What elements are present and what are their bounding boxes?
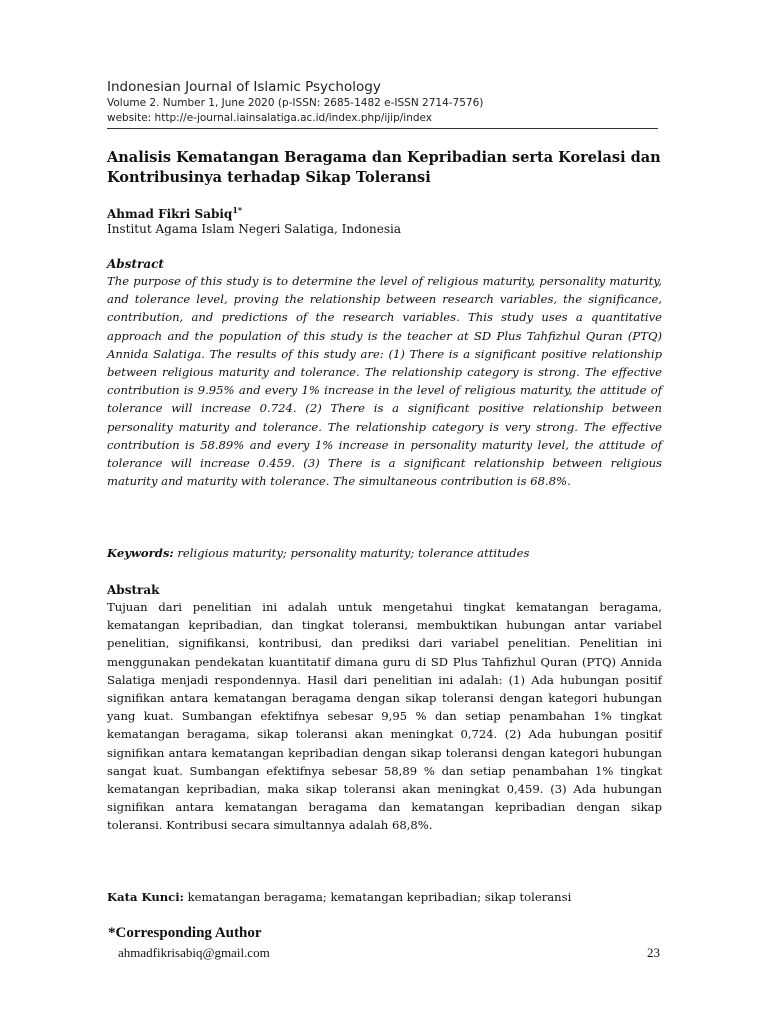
keywords-english: [107, 546, 667, 560]
article-title: Analisis Kematangan Beragama dan Kepribadian serta Korelasi dan Kontribusinya terhadap Sikap Toleransi: [107, 149, 661, 186]
author-superscript: 1*: [232, 205, 243, 215]
journal-name: Indonesian Journal of Islamic Psychology: [107, 79, 381, 95]
author-affiliation: Institut Agama Islam Negeri Salatiga, Indonesia: [107, 222, 402, 236]
kata-kunci-label: Kata Kunci:: [107, 890, 184, 904]
abstract-text: The purpose of this study is to determine the level of religious maturity, personality maturity, and tolerance level, proving the relationship between research variables, the significance, contribution, and predictions of the research variables. This study uses a quantitative approach and the population of this study is the teacher at SD Plus Tahfizhul Quran (PTQ) Annida Salatiga. The results of this study are: (1) There is a significant positive relationship between religious maturity and tolerance. The relationship category is strong. The effective contribution is 9.95% and every 1% increase in the level of religious maturity, the attitude of tolerance will increase 0.724. (2) There is a significant positive relationship between personality maturity and tolerance. The relationship category is very strong. The effective contribution is 58.89% and every 1% increase in personality maturity level, the attitude of tolerance will increase 0.459. (3) There is a significant relationship between religious maturity and maturity with tolerance. The simultaneous contribution is 68.8%.: [107, 274, 662, 489]
author-line: [107, 205, 242, 221]
corresponding-email[interactable]: ahmadfikrisabiq@gmail.com: [118, 945, 270, 960]
header-divider: [107, 128, 658, 129]
abstract-heading: Abstract: [107, 257, 164, 271]
kata-kunci-text: kematangan beragama; kematangan kepribadian; sikap toleransi: [183, 890, 572, 904]
corresponding-author-label: *Corresponding Author: [108, 925, 262, 941]
abstract-english: [107, 257, 662, 490]
keywords-label: Keywords:: [107, 546, 174, 560]
abstract-indonesian: [107, 583, 662, 835]
abstrak-heading: Abstrak: [107, 583, 160, 597]
keywords-text: religious maturity; personality maturity; tolerance attitudes: [173, 546, 530, 560]
page-number: 23: [647, 945, 660, 960]
journal-header: [107, 78, 658, 126]
abstrak-text: Tujuan dari penelitian ini adalah untuk mengetahui tingkat kematangan beragama, kematangan kepribadian, dan tingkat toleransi, membuktikan hubungan antar variabel penelitian, signifikansi, kontribusi, dan prediksi dari variabel penelitian. Penelitian ini menggunakan pendekatan kuantitatif dimana guru di SD Plus Tahfizhul Quran (PTQ) Annida Salatiga menjadi respondennya. Hasil dari penelitian ini adalah: (1) Ada hubungan positif signifikan antara kematangan beragama dengan sikap toleransi dengan kategori hubungan yang kuat. Sumbangan efektifnya sebesar 9,95 % dan setiap penambahan 1% tingkat kematangan beragama, sikap toleransi akan meningkat 0,724. (2) Ada hubungan positif signifikan antara kematangan kepribadian dengan sikap toleransi dengan kategori hubungan sangat kuat. Sumbangan efektifnya sebesar 58,89 % dan setiap penambahan 1% tingkat kematangan kepribadian, maka sikap toleransi akan meningkat 0,459. (3) Ada hubungan signifikan antara kematangan beragama dan kematangan kepribadian dengan sikap toleransi. Kontribusi secara simultannya adalah 68,8%.: [107, 600, 662, 833]
author-name: Ahmad Fikri Sabiq: [107, 207, 233, 221]
keywords-indonesian: [107, 890, 667, 904]
journal-volume-info: Volume 2. Number 1, June 2020 (p-ISSN: 2685-1482 e-ISSN 2714-7576): [107, 97, 484, 109]
journal-website[interactable]: website: http://e-journal.iainsalatiga.ac.id/index.php/ijip/index: [107, 112, 433, 124]
